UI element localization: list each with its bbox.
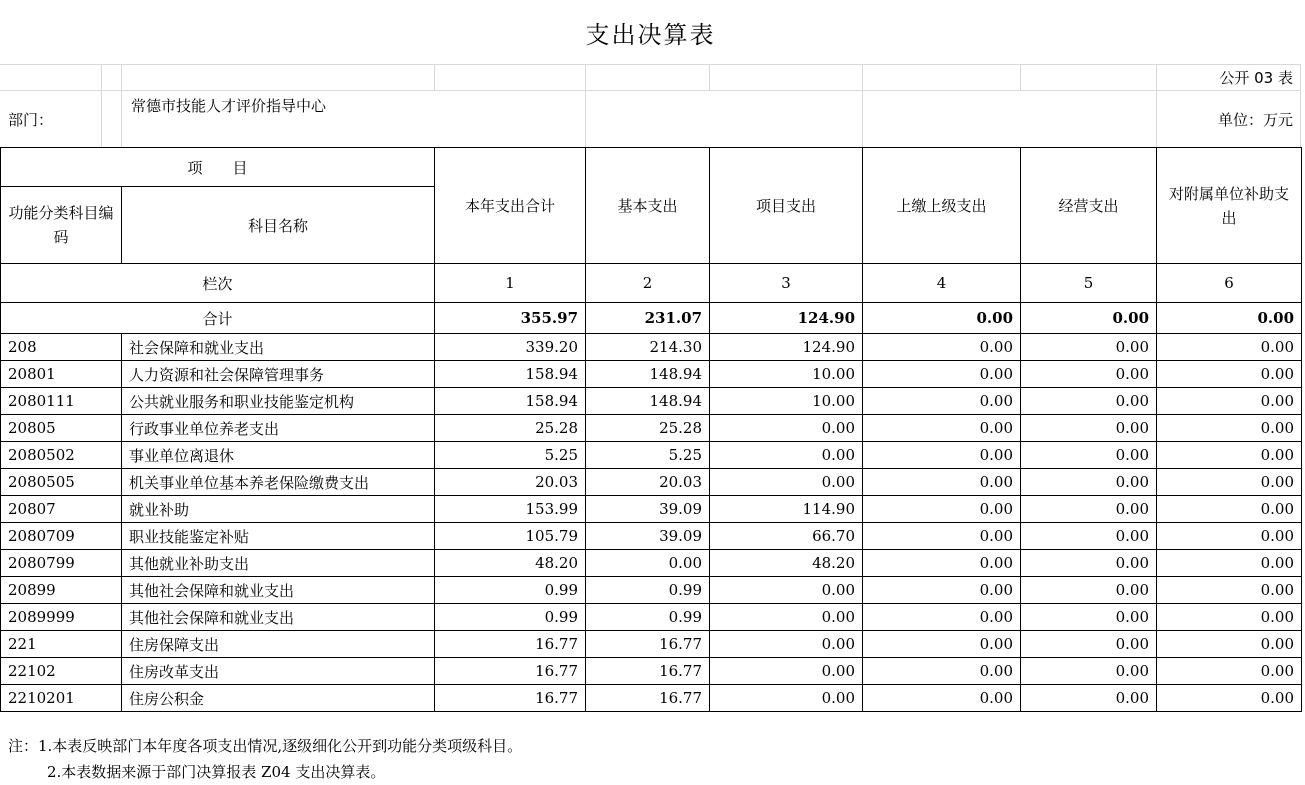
row-value: 0.00 — [1157, 577, 1302, 604]
row-value: 0.00 — [710, 415, 863, 442]
table-row — [1, 658, 1302, 685]
total-label: 合计 — [1, 303, 435, 334]
row-value: 5.25 — [435, 442, 586, 469]
row-value: 0.00 — [710, 658, 863, 685]
header-code: 功能分类科目编码 — [1, 187, 122, 264]
row-value: 0.00 — [1157, 415, 1302, 442]
row-code: 20899 — [1, 577, 122, 604]
row-code: 2080502 — [1, 442, 122, 469]
row-value: 148.94 — [586, 388, 710, 415]
header-basic: 基本支出 — [586, 148, 710, 264]
note-1: 注：1.本表反映部门本年度各项支出情况,逐级细化公开到功能分类项级科目。 — [8, 737, 523, 755]
header-upper-payment: 上缴上级支出 — [863, 148, 1021, 264]
unit-label: 单位：万元 — [1217, 111, 1293, 129]
row-value: 0.00 — [1157, 550, 1302, 577]
row-value: 20.03 — [586, 469, 710, 496]
row-value: 0.99 — [435, 604, 586, 631]
row-value: 0.00 — [1157, 685, 1302, 712]
row-value: 0.00 — [1157, 469, 1302, 496]
row-code: 2080111 — [1, 388, 122, 415]
header-name: 科目名称 — [122, 187, 435, 264]
row-value: 16.77 — [435, 658, 586, 685]
grid-line — [1300, 64, 1301, 147]
row-value: 0.00 — [1157, 496, 1302, 523]
total-value: 355.97 — [435, 303, 586, 334]
grid-line — [101, 64, 102, 147]
table-row — [1, 577, 1302, 604]
grid-line — [1020, 64, 1021, 90]
grid-line — [0, 90, 1301, 91]
row-value: 0.00 — [863, 577, 1021, 604]
row-value: 0.00 — [863, 631, 1021, 658]
row-name: 职业技能鉴定补贴 — [122, 523, 435, 550]
row-name: 住房保障支出 — [122, 631, 435, 658]
row-value: 0.00 — [1021, 469, 1157, 496]
total-value: 0.00 — [1021, 303, 1157, 334]
row-name: 其他社会保障和就业支出 — [122, 604, 435, 631]
row-value: 20.03 — [435, 469, 586, 496]
row-value: 66.70 — [710, 523, 863, 550]
row-name: 机关事业单位基本养老保险缴费支出 — [122, 469, 435, 496]
row-value: 10.00 — [710, 388, 863, 415]
grid-line — [585, 64, 586, 147]
row-value: 0.00 — [863, 496, 1021, 523]
row-value: 0.00 — [1021, 631, 1157, 658]
row-value: 0.00 — [863, 604, 1021, 631]
grid-line — [434, 64, 435, 90]
column-index: 6 — [1157, 264, 1302, 303]
table-row — [1, 415, 1302, 442]
row-value: 0.00 — [863, 388, 1021, 415]
row-value: 124.90 — [710, 334, 863, 361]
row-value: 0.00 — [1157, 604, 1302, 631]
row-value: 0.00 — [863, 685, 1021, 712]
row-value: 0.00 — [1021, 685, 1157, 712]
row-value: 0.00 — [863, 550, 1021, 577]
row-value: 0.00 — [1021, 496, 1157, 523]
page-title: 支出决算表 — [585, 20, 716, 49]
row-name: 人力资源和社会保障管理事务 — [122, 361, 435, 388]
total-value: 231.07 — [586, 303, 710, 334]
row-value: 16.77 — [586, 631, 710, 658]
table-row — [1, 523, 1302, 550]
row-value: 0.00 — [1021, 442, 1157, 469]
grid-line — [0, 64, 1301, 65]
row-value: 0.00 — [1021, 577, 1157, 604]
row-value: 158.94 — [435, 388, 586, 415]
row-value: 16.77 — [586, 658, 710, 685]
row-value: 0.00 — [1157, 388, 1302, 415]
row-value: 0.00 — [1021, 550, 1157, 577]
row-value: 0.00 — [1021, 388, 1157, 415]
row-value: 0.00 — [863, 361, 1021, 388]
row-value: 25.28 — [435, 415, 586, 442]
department-name: 常德市技能人才评价指导中心 — [131, 97, 327, 115]
row-value: 0.00 — [1021, 523, 1157, 550]
row-value: 0.00 — [1157, 658, 1302, 685]
row-value: 16.77 — [586, 685, 710, 712]
department-label: 部门： — [8, 111, 54, 129]
row-name: 住房改革支出 — [122, 658, 435, 685]
column-index: 3 — [710, 264, 863, 303]
row-code: 208 — [1, 334, 122, 361]
header-project: 项 目 — [1, 148, 435, 187]
row-value: 0.00 — [1157, 334, 1302, 361]
row-code: 20801 — [1, 361, 122, 388]
row-value: 0.00 — [1021, 658, 1157, 685]
expenditure-table — [0, 147, 1302, 712]
header-business: 经营支出 — [1021, 148, 1157, 264]
table-row — [1, 604, 1302, 631]
column-index: 2 — [586, 264, 710, 303]
row-value: 48.20 — [435, 550, 586, 577]
row-name: 行政事业单位养老支出 — [122, 415, 435, 442]
row-value: 0.00 — [710, 631, 863, 658]
row-code: 2080709 — [1, 523, 122, 550]
row-value: 339.20 — [435, 334, 586, 361]
row-value: 0.00 — [586, 550, 710, 577]
row-code: 2080799 — [1, 550, 122, 577]
row-value: 0.00 — [863, 334, 1021, 361]
row-value: 105.79 — [435, 523, 586, 550]
row-value: 5.25 — [586, 442, 710, 469]
column-index: 1 — [435, 264, 586, 303]
row-code: 221 — [1, 631, 122, 658]
row-value: 0.00 — [710, 577, 863, 604]
row-value: 153.99 — [435, 496, 586, 523]
total-value: 124.90 — [710, 303, 863, 334]
row-value: 0.00 — [1021, 334, 1157, 361]
table-row — [1, 550, 1302, 577]
row-value: 214.30 — [586, 334, 710, 361]
row-code: 22102 — [1, 658, 122, 685]
row-value: 0.00 — [863, 469, 1021, 496]
row-code: 2089999 — [1, 604, 122, 631]
column-index: 4 — [863, 264, 1021, 303]
row-value: 148.94 — [586, 361, 710, 388]
row-value: 0.00 — [710, 442, 863, 469]
table-row — [1, 685, 1302, 712]
row-value: 16.77 — [435, 685, 586, 712]
row-name: 其他社会保障和就业支出 — [122, 577, 435, 604]
row-value: 0.00 — [863, 442, 1021, 469]
row-name: 公共就业服务和职业技能鉴定机构 — [122, 388, 435, 415]
total-value: 0.00 — [863, 303, 1021, 334]
row-value: 16.77 — [435, 631, 586, 658]
row-value: 25.28 — [586, 415, 710, 442]
row-value: 0.00 — [1157, 442, 1302, 469]
table-row — [1, 496, 1302, 523]
table-row — [1, 469, 1302, 496]
row-value: 0.99 — [586, 604, 710, 631]
notes — [8, 733, 522, 785]
header-subsidy: 对附属单位补助支出 — [1157, 148, 1302, 264]
row-code: 2210201 — [1, 685, 122, 712]
row-name: 社会保障和就业支出 — [122, 334, 435, 361]
row-value: 0.99 — [586, 577, 710, 604]
form-number: 公开 03 表 — [1219, 69, 1293, 87]
row-value: 0.00 — [710, 685, 863, 712]
row-value: 158.94 — [435, 361, 586, 388]
row-value: 114.90 — [710, 496, 863, 523]
row-code: 20807 — [1, 496, 122, 523]
row-value: 0.00 — [863, 415, 1021, 442]
grid-line — [709, 64, 710, 90]
row-value: 0.00 — [1157, 523, 1302, 550]
row-value: 0.99 — [435, 577, 586, 604]
row-value: 0.00 — [1021, 361, 1157, 388]
table-row — [1, 334, 1302, 361]
grid-line — [1156, 64, 1157, 147]
row-value: 0.00 — [1157, 631, 1302, 658]
header-total: 本年支出合计 — [435, 148, 586, 264]
column-index-label: 栏次 — [1, 264, 435, 303]
row-value: 0.00 — [710, 469, 863, 496]
table-row — [1, 361, 1302, 388]
row-value: 39.09 — [586, 496, 710, 523]
grid-line — [121, 64, 122, 147]
row-value: 0.00 — [1021, 604, 1157, 631]
row-value: 0.00 — [710, 604, 863, 631]
table-row — [1, 442, 1302, 469]
table-row — [1, 631, 1302, 658]
row-code: 20805 — [1, 415, 122, 442]
row-value: 0.00 — [863, 523, 1021, 550]
row-name: 就业补助 — [122, 496, 435, 523]
header-project-expenditure: 项目支出 — [710, 148, 863, 264]
row-value: 0.00 — [1157, 361, 1302, 388]
total-value: 0.00 — [1157, 303, 1302, 334]
row-value: 39.09 — [586, 523, 710, 550]
row-value: 48.20 — [710, 550, 863, 577]
row-name: 其他就业补助支出 — [122, 550, 435, 577]
column-index: 5 — [1021, 264, 1157, 303]
table-row — [1, 388, 1302, 415]
grid-line — [862, 64, 863, 147]
note-2: 2.本表数据来源于部门决算报表 Z04 支出决算表。 — [47, 763, 386, 781]
row-value: 10.00 — [710, 361, 863, 388]
row-value: 0.00 — [863, 658, 1021, 685]
row-code: 2080505 — [1, 469, 122, 496]
row-name: 事业单位离退休 — [122, 442, 435, 469]
row-value: 0.00 — [1021, 415, 1157, 442]
row-name: 住房公积金 — [122, 685, 435, 712]
